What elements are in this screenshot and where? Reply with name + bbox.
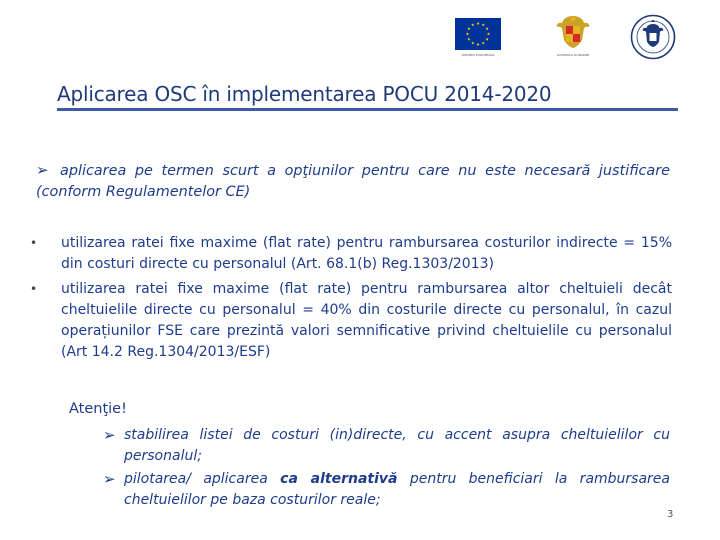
ministry-seal-logo [630,14,676,60]
slide-title: Aplicarea OSC în implementarea POCU 2014-2020 [57,82,552,106]
arrow-bullet-icon: ➢ [103,426,116,444]
dot-bullet-icon: • [30,282,38,296]
attention-item-text-end: pentru beneficiari la rambursarea cheltuielilor pe baza costurilor reale; [124,471,670,508]
attention-heading: Atenţie! [69,401,127,417]
bullet-text: utilizarea ratei fixe maxime (flat rate) pentru rambursarea costurilor indirecte = 15% din costuri directe cu personalul (Art. 68.1(b) Reg.1303/2013) [61,235,672,272]
coat-of-arms-icon [553,14,593,50]
government-logo-caption: GUVERNUL ROMANIEI [556,53,590,57]
main-point [36,160,670,203]
attention-item-text [124,469,670,511]
government-logo [553,14,593,60]
attention-list [103,425,670,511]
eu-logo [455,18,501,60]
arrow-bullet-icon: ➢ [36,161,49,179]
title-underline [57,108,678,111]
arrow-bullet-icon: ➢ [103,470,116,488]
dot-bullet-icon: • [30,236,38,250]
ministry-seal-icon [630,14,676,60]
attention-item-text-start: pilotarea/ aplicarea [124,471,281,487]
page-number: 3 [667,509,674,520]
eu-flag-icon [455,18,501,50]
bullet-list [30,233,672,363]
list-item [103,425,670,467]
main-point-text: aplicarea pe termen scurt a opţiunilor pentru care nu este necesară justificare (conform Regulamentelor CE) [36,163,670,200]
list-item [103,469,670,511]
bullet-text: utilizarea ratei fixe maxime (flat rate) pentru rambursarea altor cheltuieli decât cheltuielile directe cu personalul = 40% din costurile directe cu personalul, în cazul operațiunilor FSE care prezintă valori semnificative privind cheltuielile cu personalul (Art 14.2 Reg.1304/2013/ESF) [61,281,672,360]
list-item [30,279,672,363]
attention-item-emphasis: ca alternativă [280,471,398,487]
attention-item-text: stabilirea listei de costuri (in)directe, cu accent asupra cheltuielilor cu personalul; [124,427,670,464]
list-item [30,233,672,275]
eu-logo-caption: UNIUNEA EUROPEANA [461,53,495,57]
